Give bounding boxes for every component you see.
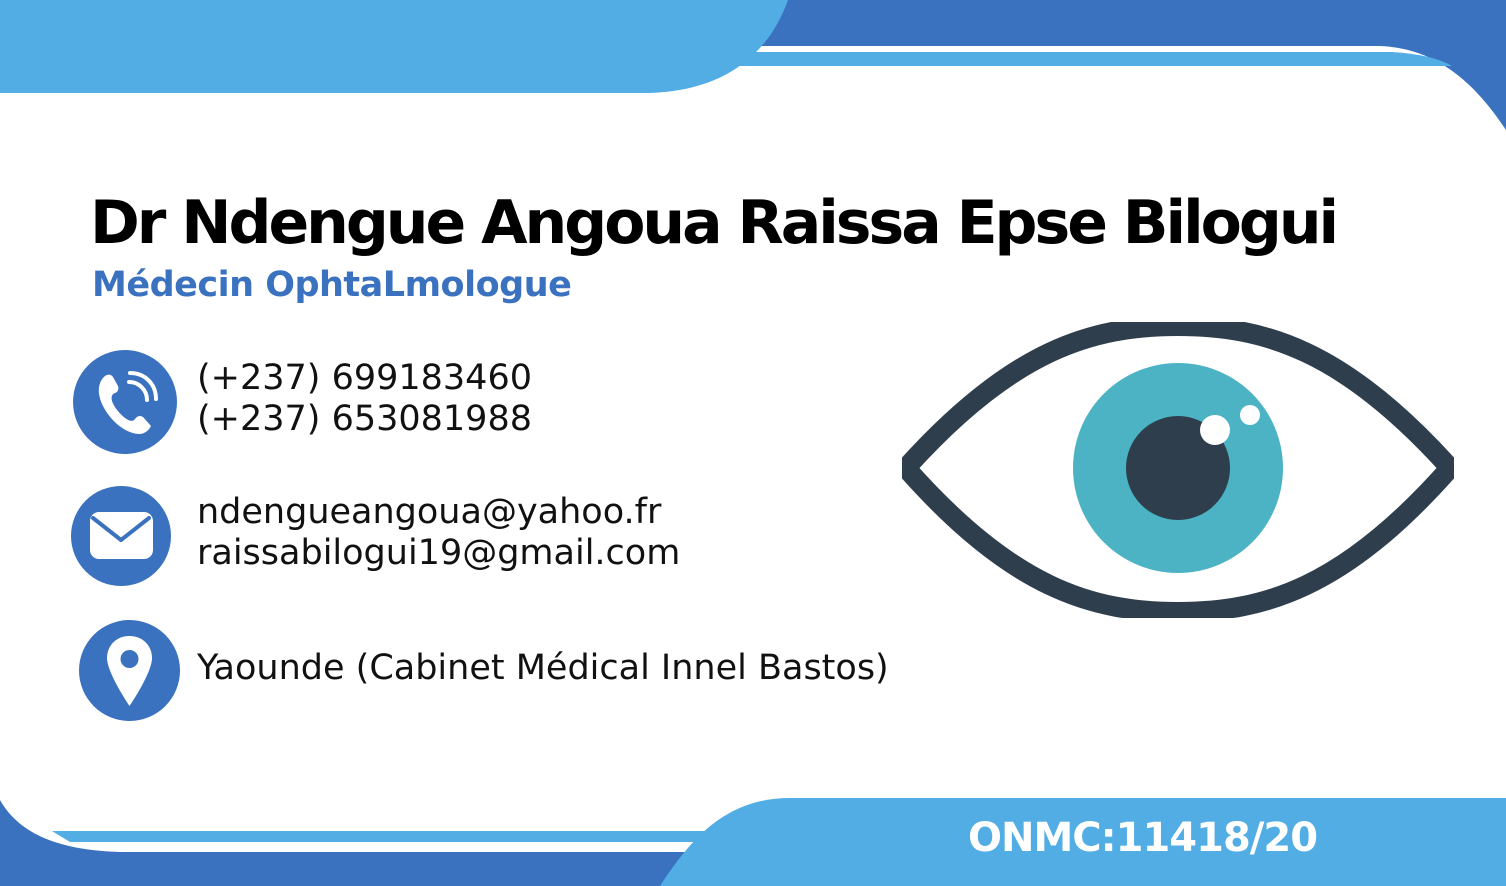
phone-number-1[interactable]: (+237) 699183460 [197, 358, 532, 398]
email-addresses [197, 492, 680, 574]
email-address-1[interactable]: ndengueangoua@yahoo.fr [197, 492, 662, 532]
address [197, 648, 889, 689]
doctor-title: Médecin OphtaLmologue [92, 265, 572, 305]
doctor-name: Dr Ndengue Angoua Raissa Epse Bilogui [90, 188, 1337, 258]
phone-number-2[interactable]: (+237) 653081988 [197, 399, 532, 439]
top-right-light-stripe [700, 52, 1452, 66]
phone-icon [73, 350, 177, 454]
location-pin-icon [79, 620, 180, 721]
registration-number: ONMC:11418/20 [968, 815, 1318, 861]
phone-numbers [197, 358, 532, 440]
eye-icon [902, 322, 1454, 618]
bottom-left-dark-band [0, 800, 760, 886]
envelope-icon [71, 486, 171, 586]
bottom-left-light-stripe [52, 831, 760, 842]
top-left-light-shape [0, 0, 788, 93]
email-address-2[interactable]: raissabilogui19@gmail.com [197, 533, 681, 573]
address-text[interactable]: Yaounde (Cabinet Médical Innel Bastos) [197, 648, 889, 688]
